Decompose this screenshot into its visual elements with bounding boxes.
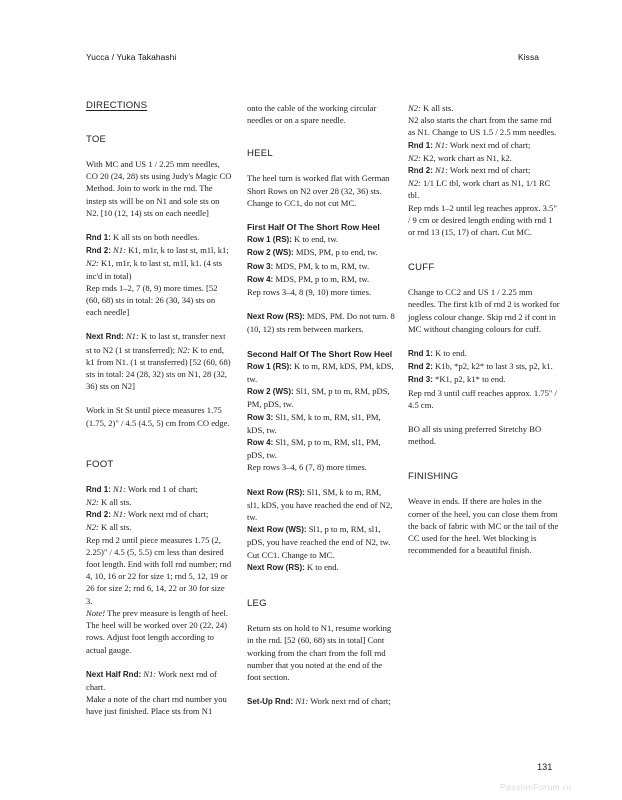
first-half-heading: First Half Of The Short Row Heel xyxy=(247,222,380,233)
heel-s-repeat: Rep rows 3–4, 6 (7, 8) more times. xyxy=(247,462,367,473)
column-1 xyxy=(86,100,233,718)
toe-cast-on-text: With MC and US 1 / 2.25 mm needles, CO 20 (24, 28) sts using Judy's Magic CO Method. Join to work in the rnd. The instep sts will be on N1 and sole sts on N2. [10 (12, 14) sts on each needle] xyxy=(86,159,232,218)
heel-s-row-2: Row 2 (WS): Sl1, SM, p to m, RM, pDS, PM, pDS, tw. xyxy=(247,386,390,410)
leg-setup-rnd: Set-Up Rnd: N1: Work next rnd of chart; xyxy=(247,696,391,707)
heel-next-row: Next Row (RS): MDS, PM. Do not turn. 8 (10, 12) sts rem between markers. xyxy=(247,311,395,335)
heel-row-4: Row 4: MDS, PM, p to m, RM, tw. xyxy=(247,273,370,284)
running-header-title: Kissa xyxy=(518,52,539,62)
foot-heading: FOOT xyxy=(86,458,114,470)
foot-next-half-rnd: Next Half Rnd: N1: Work next rnd of chart. xyxy=(86,668,217,692)
toe-rnd-2: Rnd 2: N1: K1, m1r, k to last st, m1l, k1; N2: K1, m1r, k to last st, m1l, k1. (4 sts inc'd in total) xyxy=(86,245,229,281)
foot-continued-text: onto the cable of the working circular needles or on a spare needle. xyxy=(247,103,377,126)
cuff-intro: Change to CC2 and US 1 / 2.25 mm needles. The first k1b of rnd 2 is worked for jogless colour change. Skip rnd 2 if cont in MC without changing colours for cuff. xyxy=(408,287,560,334)
foot-repeat: Rep rnd 2 until piece measures 1.75 (2, 2.25)" / 4.5 (5, 5.5) cm less than desired foot length. End with foll rnd number; rnd 4, 10, 16 or 22 for size 1; rnd 5, 12, 19 or 26 for size 2; rnd 6, 14, 22 or 30 for size 3. xyxy=(86,534,232,606)
leg-heading: LEG xyxy=(247,598,267,610)
toe-heading: TOE xyxy=(86,134,107,145)
leg-n2-cont: N2: K all sts. xyxy=(408,103,454,113)
heel-s-row-3: Row 3: Sl1, SM, k to m, RM, sl1, PM, kDS, tw. xyxy=(247,411,381,435)
second-half-heading: Second Half Of The Short Row Heel xyxy=(247,348,393,359)
toe-rnd-1: Rnd 1: K all sts on both needles. xyxy=(86,232,200,243)
heel-s-row-4: Row 4: Sl1, SM, p to m, RM, sl1, PM, pDS, tw. xyxy=(247,437,381,461)
cuff-bind-off: BO all sts using preferred Stretchy BO method. xyxy=(408,424,542,447)
watermark: PassionForum.ru xyxy=(500,782,572,792)
foot-rnd-1: Rnd 1: N1: Work rnd 1 of chart; N2: K all sts. xyxy=(86,483,198,508)
heel-row-2: Row 2 (WS): MDS, PM, p to end, tw. xyxy=(247,247,378,258)
heel-heading: HEEL xyxy=(247,148,273,160)
leg-repeat: Rep rnds 1–2 until leg reaches approx. 3.5" / 9 cm or desired length ending with rnd 1 or rnd 13 (15, 17) of chart. Cut MC. xyxy=(408,202,557,238)
toe-repeat: Rep rnds 1–2, 7 (8, 9) more times. [52 (60, 68) sts in total: 26 (30, 34) sts on each needle] xyxy=(86,282,218,318)
heel-next-row-3: Next Row (RS): K to end. xyxy=(247,561,339,572)
heel-next-row-1: Next Row (RS): Sl1, SM, k to m, RM, sl1, kDS, you have reached the end of N2, tw. xyxy=(247,486,393,523)
foot-rnd-2: Rnd 2: N1: Work next rnd of chart; N2: K all sts. xyxy=(86,509,209,533)
leg-rnd-2: Rnd 2: N1: Work next rnd of chart; N2: 1/1 LC tbl, work chart as N1, 1/1 RC tbl. xyxy=(408,165,551,201)
page-number: 131 xyxy=(537,762,553,772)
cuff-heading: CUFF xyxy=(408,262,435,274)
leg-n2-also: N2 also starts the chart from the same rnd as N1. Change to US 1.5 / 2.5 mm needles. xyxy=(408,115,557,138)
cuff-repeat: Rep rnd 3 until cuff reaches approx. 1.75" / 4.5 cm. xyxy=(408,387,557,410)
cuff-rnd-3: Rnd 3: *K1, p2, k1* to end. xyxy=(408,374,506,385)
cuff-rnd-1: Rnd 1: K to end. xyxy=(408,348,467,359)
foot-note: Note! The prev measure is length of heel. The heel will be worked over 20 (22, 24) rows. Adjust foot length according to actual gauge. xyxy=(86,607,229,655)
directions-heading: DIRECTIONS xyxy=(86,100,148,111)
column-2 xyxy=(247,102,395,708)
heel-row-3: Row 3: MDS, PM, k to m, RM, tw. xyxy=(247,260,370,271)
cuff-rnd-2: Rnd 2: K1b, *p2, k2* to last 3 sts, p2, k1. xyxy=(408,361,553,372)
finishing-text: Weave in ends. If there are holes in the corner of the heel, you can close them from the back of fabric with MC or the tail of the CC used for the heel. Wet blocking is recommended for a beautiful finish. xyxy=(408,496,559,556)
running-header-author: Yucca / Yuka Takahashi xyxy=(86,52,177,62)
toe-next-rnd: Next Rnd: N1: K to last st, transfer next st to N2 (1 st transferred); N2: K to end, k1 from N1. (1 st transferred) [52 (60, 68) sts in total: 24 (28, 32) sts on N1, 28 (32, 36) sts on N2] xyxy=(86,331,231,392)
column-3 xyxy=(408,102,560,568)
heel-row-1: Row 1 (RS): K to end, tw. xyxy=(247,234,339,245)
heel-next-row-2: Next Row (WS): Sl1, p to m, RM, sl1, pDS, you have reached the end of N2, tw. Cut CC1. Change to MC. xyxy=(247,524,391,560)
leg-rnd-1: Rnd 1: N1: Work next rnd of chart; N2: K2, work chart as N1, k2. xyxy=(408,139,531,163)
heel-repeat: Rep rows 3–4, 8 (9, 10) more times. xyxy=(247,287,372,298)
leg-intro: Return sts on hold to N1, resume working in the rnd. [52 (60, 68) sts in total] Cont working from the chart from the foll rnd number that you noted at the end of the foot section. xyxy=(247,623,392,682)
heel-s-row-1: Row 1 (RS): K to m, RM, kDS, PM, kDS, tw. xyxy=(247,360,394,385)
finishing-heading: FINISHING xyxy=(408,471,459,483)
heel-intro: The heel turn is worked flat with German Short Rows on N2 over 28 (32, 36) sts. Change to CC1, do not cut MC. xyxy=(247,173,390,208)
toe-stst-text: Work in St St until piece measures 1.75 (1.75, 2)" / 4.5 (4.5, 5) cm from CO edge. xyxy=(86,405,230,428)
foot-make-note: Make a note of the chart rnd number you have just finished. Place sts from N1 xyxy=(86,694,227,717)
